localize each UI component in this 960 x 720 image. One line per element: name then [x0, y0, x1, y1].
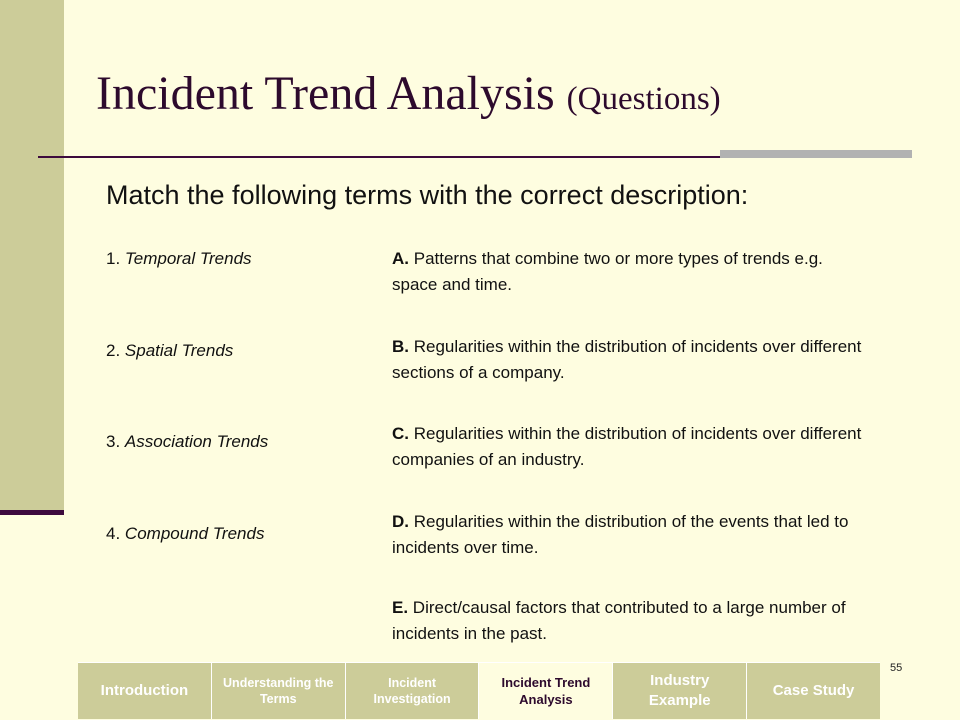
slide-title [96, 64, 721, 129]
title-divider [38, 156, 720, 158]
term-item [106, 524, 264, 544]
description-text: Patterns that combine two or more types of trends e.g. space and time. [392, 249, 823, 294]
term-item [106, 341, 233, 361]
nav-tab-incident-trend-analysis[interactable]: Incident Trend Analysis [479, 663, 613, 719]
description-text: Direct/causal factors that contributed to a large number of incidents in the past. [392, 598, 846, 643]
term-number: 2. [106, 341, 121, 360]
page-number: 55 [890, 662, 903, 674]
description-text: Regularities within the distribution of incidents over different sections of a company. [392, 337, 862, 382]
term-item [106, 432, 268, 452]
description-item [392, 509, 872, 561]
term-label: Spatial Trends [124, 341, 234, 360]
description-item [392, 595, 872, 647]
description-letter: D. [392, 512, 409, 531]
nav-tab-industry-example[interactable]: Industry Example [613, 663, 747, 719]
term-label: Compound Trends [124, 524, 265, 543]
nav-tab-introduction[interactable]: Introduction [78, 663, 212, 719]
nav-tab-incident-investigation[interactable]: Incident Investigation [346, 663, 480, 719]
description-item [392, 334, 872, 386]
title-divider-accent [720, 150, 912, 158]
term-label: Association Trends [124, 432, 269, 451]
description-letter: A. [392, 249, 409, 268]
description-letter: E. [392, 598, 409, 617]
description-item [392, 421, 872, 473]
title-subtitle: (Questions) [566, 81, 721, 117]
left-accent-line [0, 510, 64, 515]
term-label: Temporal Trends [124, 249, 252, 268]
term-item [106, 249, 252, 269]
description-text: Regularities within the distribution of the events that led to incidents over time. [392, 512, 849, 557]
term-number: 1. [106, 249, 121, 268]
left-accent-bar [0, 0, 64, 510]
nav-tab-case-study[interactable]: Case Study [772, 682, 855, 699]
description-letter: B. [392, 337, 409, 356]
section-nav [78, 662, 880, 719]
description-letter: C. [392, 424, 409, 443]
description-item [392, 246, 872, 298]
instruction-text: Match the following terms with the correct description: [106, 180, 749, 210]
term-number: 3. [106, 432, 121, 451]
title-main: Incident Trend Analysis [96, 67, 555, 120]
description-text: Regularities within the distribution of incidents over different companies of an industry. [392, 424, 862, 469]
nav-tab-understanding-terms[interactable]: Understanding the Terms [212, 663, 346, 719]
term-number: 4. [106, 524, 121, 543]
